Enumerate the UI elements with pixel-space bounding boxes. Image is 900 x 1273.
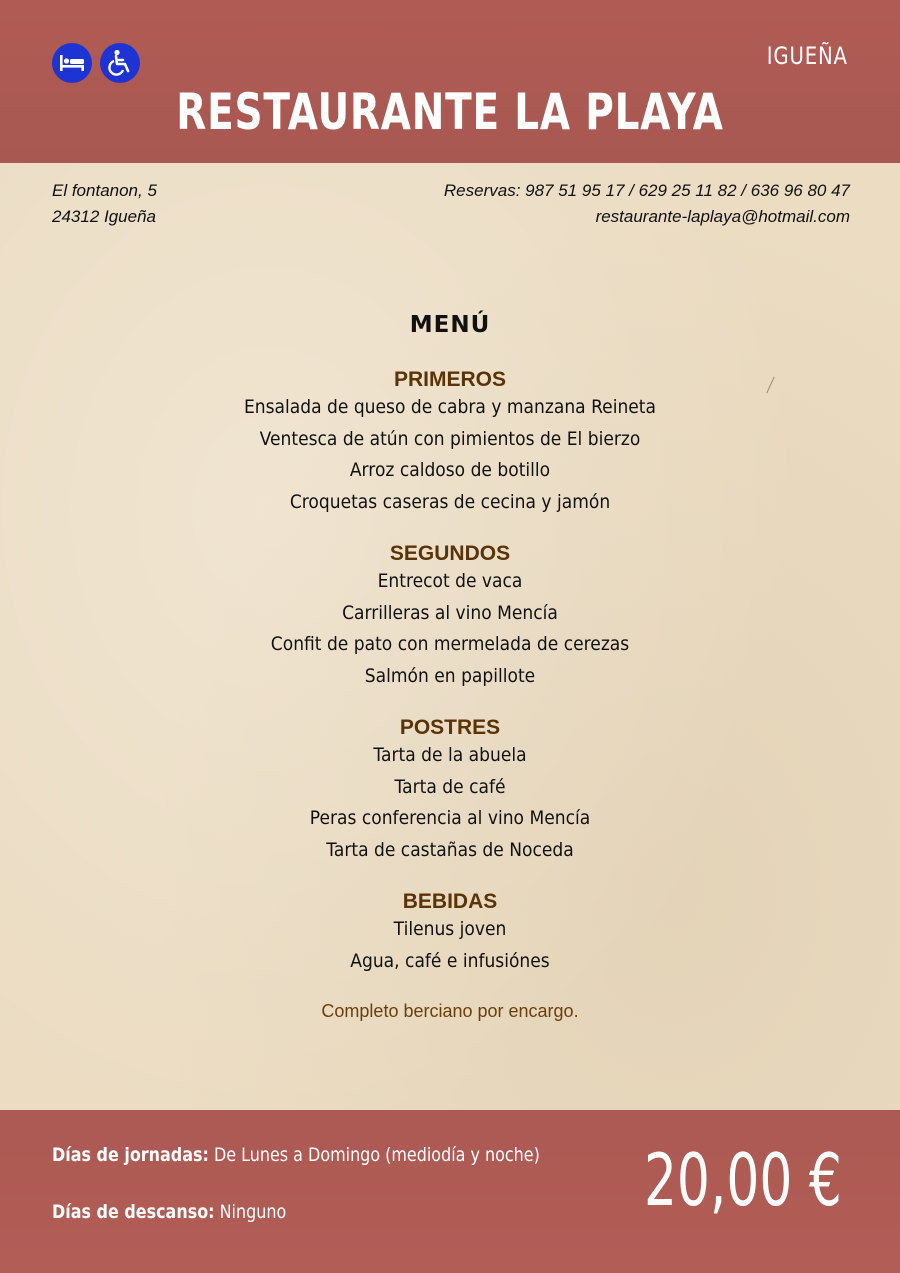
dish-item: Entrecot de vaca xyxy=(377,570,523,592)
dish-item: Salmón en papillote xyxy=(364,664,536,687)
menu-note: Completo berciano por encargo. xyxy=(321,1001,579,1021)
section-title: PRIMEROS xyxy=(393,368,506,391)
dish-item: Carrilleras al vino Mencía xyxy=(342,601,558,624)
dish-item: Tarta de la abuela xyxy=(373,744,527,766)
rest-days xyxy=(52,1201,286,1223)
address-line-2: 24312 Igueña xyxy=(52,207,156,226)
dish-item: Ensalada de queso de cabra y manzana Reineta xyxy=(243,396,657,418)
menu-section-segundos xyxy=(0,542,900,692)
email-address[interactable]: restaurante-laplaya@hotmail.com xyxy=(595,207,850,226)
town-name: IGUEÑA xyxy=(766,42,848,70)
rest-days-label: Días de descanso: xyxy=(52,1201,215,1223)
dish-item: Tilenus joven xyxy=(393,918,507,940)
bed-icon xyxy=(52,43,92,83)
menu-section-primeros xyxy=(0,368,900,518)
menu-price: 20,00 € xyxy=(644,1138,842,1222)
section-title: BEBIDAS xyxy=(402,890,498,913)
menu-title: MENÚ xyxy=(409,312,491,338)
working-days-value: De Lunes a Domingo (mediodía y noche) xyxy=(213,1144,540,1166)
wheelchair-icon xyxy=(100,43,140,83)
reservation-phones: Reservas: 987 51 95 17 / 629 25 11 82 / 636 96 80 47 xyxy=(443,181,850,200)
dish-item: Tarta de castañas de Noceda xyxy=(326,838,574,861)
working-days-label: Días de jornadas: xyxy=(52,1144,209,1166)
menu-section-postres xyxy=(0,716,900,866)
dish-item: Peras conferencia al vino Mencía xyxy=(309,807,591,829)
dish-item: Agua, café e infusiónes xyxy=(350,949,550,972)
section-title: SEGUNDOS xyxy=(389,542,511,565)
restaurant-title: RESTAURANTE LA PLAYA xyxy=(176,83,724,141)
dish-item: Tarta de café xyxy=(394,775,506,798)
dish-item: Arroz caldoso de botillo xyxy=(349,459,551,481)
menu xyxy=(0,312,900,1022)
address xyxy=(52,178,157,230)
dish-item: Ventesca de atún con pimientos de El bierzo xyxy=(259,427,641,450)
rest-days-value: Ninguno xyxy=(219,1201,287,1223)
section-title: POSTRES xyxy=(399,716,501,739)
working-days xyxy=(52,1144,540,1166)
dish-item: Confit de pato con mermelada de cerezas xyxy=(270,633,630,655)
address-line-1: El fontanon, 5 xyxy=(52,181,157,200)
dish-item: Croquetas caseras de cecina y jamón xyxy=(289,490,611,513)
contact-info xyxy=(444,178,850,230)
menu-section-bebidas xyxy=(0,890,900,977)
